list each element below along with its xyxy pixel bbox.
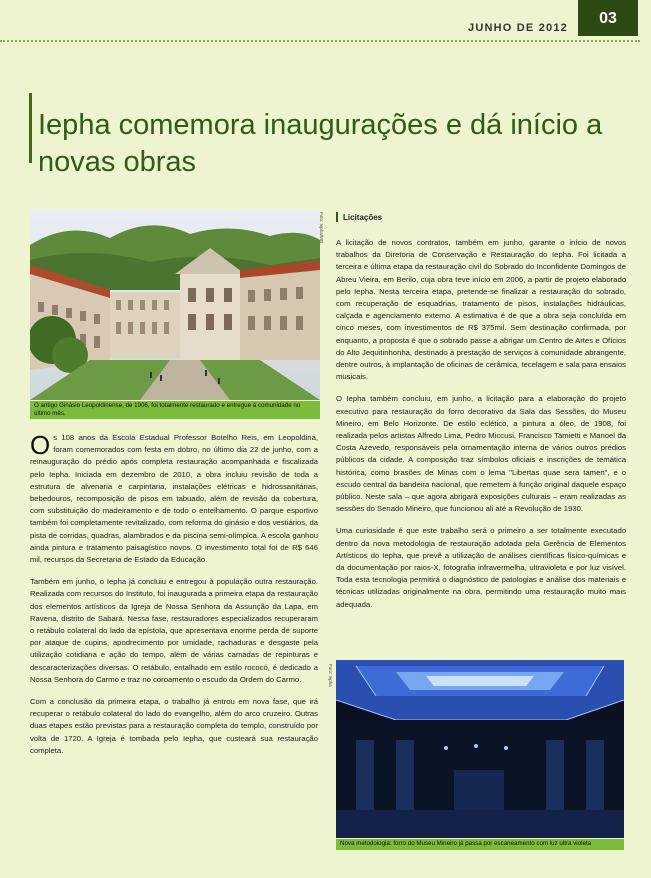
header-divider	[0, 40, 640, 42]
paragraph: O Iepha também concluiu, em junho, a licitação para a elaboração do projeto executivo para restauração do forro decorativo da Sala das Sessões, do Museu Mineiro, em Belo Horizonte. De estilo eclético, a pintura a óleo, de 1908, foi realizada pelos artistas Alfredo Lima, Pedro Miccusi, Francisco Tamietti e Manoel da Costa Azevedo, responsáveis pela ornamentação interna de vários outros prédios públicos da cidade. A composição traz símbolos oficiais e inscrições de temática histórica, como brasões de Minas com o lema "Libertas quae sera tamen", e o escudo central da bandeira nacional, que remetem à função original daquele espaço público. Neste sala – que agora abrigará exposições culturais – eram realizadas as sessões do Senado Mineiro, que funcionou ali até a Revolução de 1930.	[336, 394, 626, 514]
photo-caption: O antigo Ginásio Leopoldinense, de 1906, foi totalmente restaurado e entregue à comunidade no último mês.	[30, 401, 320, 419]
title-accent-bar	[29, 93, 32, 163]
paragraph: Também em junho, o Iepha já concluiu e entregou à população outra restauração. Realizada com recursos do Instituto, foi inaugurada a primeira etapa da restauração dos elementos artísticos da Igreja de Nossa Senhora da Assunção da Lapa, em Ravena, distrito de Sabará. Nessa fase, restauradores especializados recuperaram o retábulo colateral do lado da epístola, que apresentava enorme perda de suporte por ataque de cupins, apodrecimento por umidade, rachaduras e desgaste pela utilização cotidiana e ação do tempo, além de várias camadas de repinturas e descaracterizações diversas. O retábulo, entalhado em estilo rococó, é dedicado a Nossa Senhora do Carmo e traz no coroamento o escudo da Ordem do Carmo.	[30, 577, 318, 684]
ceiling-uv-photo	[336, 660, 624, 838]
article-body-left	[30, 432, 318, 767]
paragraph: Com a conclusão da primeira etapa, o trabalho já entrou em nova fase, que irá recuperar o retábulo colateral do lado do evangelho, além do arco cruzeiro. Outras duas etapes estão previstas para a restauração completa do templo, construído por volta de 1720. A Igreja é tombada pelo Iepha, que custeará sua restauração completa.	[30, 697, 318, 755]
paragraph: Uma curiosidade é que este trabalho será o primeiro a ser totalmente executado dentro da nova metodologia de restauração adotada pela Gerência de Elementos Artísticos do Iepha, que prevê a utilização de análises científicas físico-químicas e da documentação por raios-X, fotografia infravermelha, ultravioleta e por luz visível. Toda esta tecnologia permitirá o diagnóstico de patologias e análise dos materiais e técnicas utilizadas originalmente na obra, permitindo uma restauração muito mais adequada.	[336, 526, 626, 609]
school-building-photo	[30, 210, 320, 400]
article-body-right	[336, 237, 626, 621]
drop-cap: O	[30, 430, 51, 460]
page-number: 03	[578, 0, 638, 36]
paragraph: A licitação de novos contratos, também em junho, garante o início de novos trabalhos da Diretoria de Conservação e Restauração do Iepha. Foi licitada a terceira e última etapa da restauração civil do Sobrado do Inconfidente Domingos de Abreu Vieira, em Berilo, cuja obra teve início em 2006, a partir de projeto elaborado pelo Iepha. Nesta terceira etapa, pretende-se finalizar a restauração do sobrado, com recuperação de esquadrias, tratamento de pisos, instalações hidráulicas, calçada e agenciamento externo. A estimativa é de que a obra seja concluída em cinco meses, com investimentos de R$ 375mil. Sem destinação confirmada, por enquanto, a proposta é que o sobrado passe a abrigar um Centro de Artes e Ofícios do Alto Jequitinhonha, destinado à prestação de serviços à comunidade abrangente, dentre outros, à implantação de oficinas de cerâmica, tecelagem e sala para ensaios musicais.	[336, 238, 626, 382]
photo-caption: Nova metodologia: forro do Museu Mineiro já passa por escaneamento com luz ultra violeta	[336, 839, 624, 850]
issue-date: JUNHO DE 2012	[468, 22, 568, 34]
article-title: Iepha comemora inaugurações e dá início a novas obras	[38, 109, 603, 179]
photo-credit: Foto: Iepha	[328, 664, 333, 687]
paragraph: Os 108 anos da Escola Estadual Professor Botelho Reis, em Leopoldina, foram comemorados com festa em dobro, no último dia 22 de junho, com a reinauguração do prédio após completa restauração acompanhada e fiscalizada pelo Iepha. Iniciada em dezembro de 2010, a obra incluiu revisão de toda a estrutura de alvenaria e carpintaria, instalações elétricas e hidrossanitárias, bebedouros, recomposição de pisos em tabuado, além de revisão da cobertura, com substituição do madeiramento e de todo o entelhamento. O parque esportivo também foi completamente revitalizado, com reforma do ginásio e dos vestiários, da pista de corridas, quadras, alambrados e da piscina semi-olímpica. A escola ganhou ainda pintura e tratamento paisagístico novos. O investimento total foi de R$ 646 mil, recursos da Secretaria de Estado da Educação.	[30, 430, 318, 565]
section-heading-bar	[336, 212, 338, 222]
section-heading: Licitações	[336, 212, 382, 222]
photo-credit: Foto: Iepha/MG	[319, 212, 324, 244]
